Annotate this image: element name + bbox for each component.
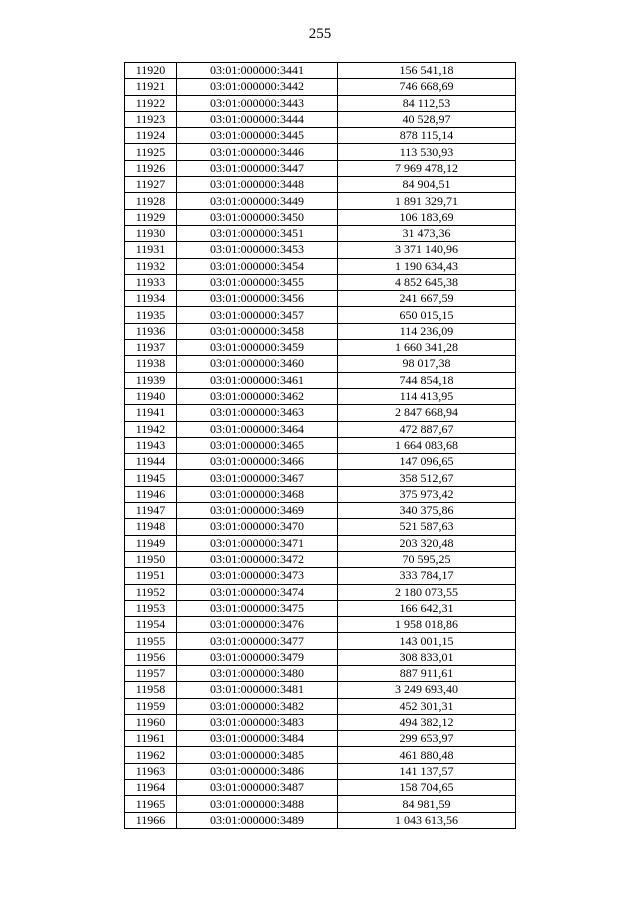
table-row [125, 356, 516, 372]
table-row [125, 568, 516, 584]
cadastral-number-cell: 03:01:000000:3457 [177, 307, 338, 323]
cadastral-number-cell: 03:01:000000:3463 [177, 405, 338, 421]
cadastral-value-cell: 472 887,67 [338, 421, 516, 437]
table-row [125, 323, 516, 339]
cadastral-value-cell: 340 375,86 [338, 503, 516, 519]
cadastral-number-cell: 03:01:000000:3458 [177, 323, 338, 339]
row-number-cell: 11964 [125, 780, 177, 796]
table-row [125, 535, 516, 551]
cadastral-number-cell: 03:01:000000:3460 [177, 356, 338, 372]
row-number-cell: 11929 [125, 209, 177, 225]
cadastral-value-cell: 494 382,12 [338, 714, 516, 730]
cadastral-number-cell: 03:01:000000:3461 [177, 372, 338, 388]
table-row [125, 454, 516, 470]
table-row [125, 698, 516, 714]
cadastral-number-cell: 03:01:000000:3449 [177, 193, 338, 209]
table-row [125, 225, 516, 241]
cadastral-number-cell: 03:01:000000:3487 [177, 780, 338, 796]
table-row [125, 682, 516, 698]
table-row [125, 812, 516, 828]
cadastral-number-cell: 03:01:000000:3467 [177, 470, 338, 486]
cadastral-number-cell: 03:01:000000:3466 [177, 454, 338, 470]
cadastral-value-cell: 1 043 613,56 [338, 812, 516, 828]
table-row [125, 747, 516, 763]
row-number-cell: 11932 [125, 258, 177, 274]
row-number-cell: 11963 [125, 763, 177, 779]
table-row [125, 274, 516, 290]
row-number-cell: 11922 [125, 95, 177, 111]
row-number-cell: 11945 [125, 470, 177, 486]
cadastral-number-cell: 03:01:000000:3483 [177, 714, 338, 730]
cadastral-value-cell: 521 587,63 [338, 519, 516, 535]
cadastral-number-cell: 03:01:000000:3475 [177, 600, 338, 616]
cadastral-value-cell: 113 530,93 [338, 144, 516, 160]
cadastral-value-cell: 1 891 329,71 [338, 193, 516, 209]
cadastral-value-cell: 1 660 341,28 [338, 340, 516, 356]
table-body [125, 63, 516, 829]
cadastral-number-cell: 03:01:000000:3489 [177, 812, 338, 828]
cadastral-number-cell: 03:01:000000:3482 [177, 698, 338, 714]
row-number-cell: 11925 [125, 144, 177, 160]
page-number: 255 [308, 26, 332, 42]
row-number-cell: 11939 [125, 372, 177, 388]
table-row [125, 437, 516, 453]
table-row [125, 470, 516, 486]
row-number-cell: 11937 [125, 340, 177, 356]
cadastral-number-cell: 03:01:000000:3445 [177, 128, 338, 144]
cadastral-number-cell: 03:01:000000:3480 [177, 665, 338, 681]
table-row [125, 519, 516, 535]
row-number-cell: 11934 [125, 291, 177, 307]
table-row [125, 551, 516, 567]
cadastral-number-cell: 03:01:000000:3471 [177, 535, 338, 551]
cadastral-value-cell: 1 190 634,43 [338, 258, 516, 274]
table-row [125, 209, 516, 225]
cadastral-number-cell: 03:01:000000:3485 [177, 747, 338, 763]
row-number-cell: 11926 [125, 160, 177, 176]
table-row [125, 372, 516, 388]
cadastral-number-cell: 03:01:000000:3474 [177, 584, 338, 600]
table-row [125, 193, 516, 209]
cadastral-number-cell: 03:01:000000:3468 [177, 486, 338, 502]
cadastral-number-cell: 03:01:000000:3472 [177, 551, 338, 567]
cadastral-value-cell: 878 115,14 [338, 128, 516, 144]
row-number-cell: 11933 [125, 274, 177, 290]
cadastral-value-cell: 40 528,97 [338, 111, 516, 127]
cadastral-value-cell: 4 852 645,38 [338, 274, 516, 290]
row-number-cell: 11942 [125, 421, 177, 437]
cadastral-number-cell: 03:01:000000:3476 [177, 617, 338, 633]
row-number-cell: 11957 [125, 665, 177, 681]
table-row [125, 731, 516, 747]
table-row [125, 600, 516, 616]
row-number-cell: 11927 [125, 177, 177, 193]
row-number-cell: 11960 [125, 714, 177, 730]
table-row [125, 128, 516, 144]
row-number-cell: 11951 [125, 568, 177, 584]
table-row [125, 665, 516, 681]
row-number-cell: 11961 [125, 731, 177, 747]
cadastral-number-cell: 03:01:000000:3484 [177, 731, 338, 747]
cadastral-number-cell: 03:01:000000:3481 [177, 682, 338, 698]
table-row [125, 291, 516, 307]
cadastral-value-cell: 1 958 018,86 [338, 617, 516, 633]
row-number-cell: 11921 [125, 79, 177, 95]
cadastral-value-cell: 3 249 693,40 [338, 682, 516, 698]
cadastral-value-cell: 461 880,48 [338, 747, 516, 763]
table-row [125, 633, 516, 649]
table-row [125, 95, 516, 111]
table-row [125, 144, 516, 160]
row-number-cell: 11953 [125, 600, 177, 616]
table-row [125, 242, 516, 258]
cadastral-value-cell: 143 001,15 [338, 633, 516, 649]
row-number-cell: 11930 [125, 225, 177, 241]
row-number-cell: 11924 [125, 128, 177, 144]
cadastral-value-cell: 203 320,48 [338, 535, 516, 551]
table-row [125, 649, 516, 665]
cadastral-number-cell: 03:01:000000:3462 [177, 388, 338, 404]
table-row [125, 714, 516, 730]
table-row [125, 63, 516, 79]
row-number-cell: 11928 [125, 193, 177, 209]
cadastral-value-cell: 84 981,59 [338, 796, 516, 812]
cadastral-number-cell: 03:01:000000:3447 [177, 160, 338, 176]
row-number-cell: 11949 [125, 535, 177, 551]
cadastral-value-cell: 241 667,59 [338, 291, 516, 307]
table-row [125, 617, 516, 633]
row-number-cell: 11955 [125, 633, 177, 649]
cadastral-value-cell: 2 847 668,94 [338, 405, 516, 421]
cadastral-number-cell: 03:01:000000:3455 [177, 274, 338, 290]
table-row [125, 405, 516, 421]
cadastral-value-cell: 84 112,53 [338, 95, 516, 111]
cadastral-value-cell: 141 137,57 [338, 763, 516, 779]
table-row [125, 584, 516, 600]
cadastral-value-cell: 650 015,15 [338, 307, 516, 323]
table-row [125, 79, 516, 95]
cadastral-value-cell: 156 541,18 [338, 63, 516, 79]
row-number-cell: 11946 [125, 486, 177, 502]
cadastral-value-cell: 31 473,36 [338, 225, 516, 241]
table-row [125, 340, 516, 356]
cadastral-number-cell: 03:01:000000:3464 [177, 421, 338, 437]
table-row [125, 780, 516, 796]
cadastral-value-cell: 106 183,69 [338, 209, 516, 225]
cadastral-value-cell: 114 236,09 [338, 323, 516, 339]
table-row [125, 160, 516, 176]
cadastral-number-cell: 03:01:000000:3446 [177, 144, 338, 160]
row-number-cell: 11938 [125, 356, 177, 372]
row-number-cell: 11944 [125, 454, 177, 470]
table-row [125, 486, 516, 502]
row-number-cell: 11959 [125, 698, 177, 714]
row-number-cell: 11956 [125, 649, 177, 665]
row-number-cell: 11923 [125, 111, 177, 127]
row-number-cell: 11931 [125, 242, 177, 258]
table-row [125, 503, 516, 519]
row-number-cell: 11947 [125, 503, 177, 519]
cadastral-value-cell: 147 096,65 [338, 454, 516, 470]
cadastral-value-cell: 358 512,67 [338, 470, 516, 486]
table-row [125, 763, 516, 779]
cadastral-value-cell: 2 180 073,55 [338, 584, 516, 600]
cadastral-number-cell: 03:01:000000:3479 [177, 649, 338, 665]
row-number-cell: 11940 [125, 388, 177, 404]
row-number-cell: 11962 [125, 747, 177, 763]
cadastral-value-cell: 308 833,01 [338, 649, 516, 665]
table-row [125, 796, 516, 812]
table-row [125, 258, 516, 274]
cadastral-number-cell: 03:01:000000:3477 [177, 633, 338, 649]
cadastral-value-cell: 98 017,38 [338, 356, 516, 372]
cadastral-value-cell: 84 904,51 [338, 177, 516, 193]
cadastral-value-cell: 70 595,25 [338, 551, 516, 567]
cadastral-value-cell: 299 653,97 [338, 731, 516, 747]
table-row [125, 111, 516, 127]
row-number-cell: 11941 [125, 405, 177, 421]
cadastral-number-cell: 03:01:000000:3453 [177, 242, 338, 258]
cadastral-number-cell: 03:01:000000:3473 [177, 568, 338, 584]
cadastral-number-cell: 03:01:000000:3459 [177, 340, 338, 356]
cadastral-number-cell: 03:01:000000:3450 [177, 209, 338, 225]
cadastral-value-table [124, 62, 516, 829]
cadastral-number-cell: 03:01:000000:3469 [177, 503, 338, 519]
cadastral-value-cell: 7 969 478,12 [338, 160, 516, 176]
row-number-cell: 11950 [125, 551, 177, 567]
row-number-cell: 11954 [125, 617, 177, 633]
cadastral-number-cell: 03:01:000000:3451 [177, 225, 338, 241]
row-number-cell: 11952 [125, 584, 177, 600]
cadastral-value-cell: 3 371 140,96 [338, 242, 516, 258]
cadastral-value-cell: 333 784,17 [338, 568, 516, 584]
cadastral-value-cell: 746 668,69 [338, 79, 516, 95]
cadastral-value-cell: 375 973,42 [338, 486, 516, 502]
cadastral-number-cell: 03:01:000000:3448 [177, 177, 338, 193]
table-row [125, 421, 516, 437]
row-number-cell: 11936 [125, 323, 177, 339]
cadastral-number-cell: 03:01:000000:3441 [177, 63, 338, 79]
row-number-cell: 11958 [125, 682, 177, 698]
cadastral-number-cell: 03:01:000000:3456 [177, 291, 338, 307]
cadastral-number-cell: 03:01:000000:3488 [177, 796, 338, 812]
row-number-cell: 11943 [125, 437, 177, 453]
cadastral-number-cell: 03:01:000000:3486 [177, 763, 338, 779]
table-row [125, 307, 516, 323]
cadastral-number-cell: 03:01:000000:3454 [177, 258, 338, 274]
row-number-cell: 11948 [125, 519, 177, 535]
cadastral-value-cell: 452 301,31 [338, 698, 516, 714]
cadastral-number-cell: 03:01:000000:3443 [177, 95, 338, 111]
row-number-cell: 11935 [125, 307, 177, 323]
row-number-cell: 11966 [125, 812, 177, 828]
cadastral-value-cell: 887 911,61 [338, 665, 516, 681]
row-number-cell: 11920 [125, 63, 177, 79]
cadastral-number-cell: 03:01:000000:3442 [177, 79, 338, 95]
cadastral-value-cell: 158 704,65 [338, 780, 516, 796]
cadastral-number-cell: 03:01:000000:3470 [177, 519, 338, 535]
cadastral-value-cell: 114 413,95 [338, 388, 516, 404]
cadastral-number-cell: 03:01:000000:3465 [177, 437, 338, 453]
table-row [125, 177, 516, 193]
row-number-cell: 11965 [125, 796, 177, 812]
cadastral-value-cell: 744 854,18 [338, 372, 516, 388]
cadastral-value-cell: 1 664 083,68 [338, 437, 516, 453]
cadastral-value-cell: 166 642,31 [338, 600, 516, 616]
table-row [125, 388, 516, 404]
cadastral-number-cell: 03:01:000000:3444 [177, 111, 338, 127]
